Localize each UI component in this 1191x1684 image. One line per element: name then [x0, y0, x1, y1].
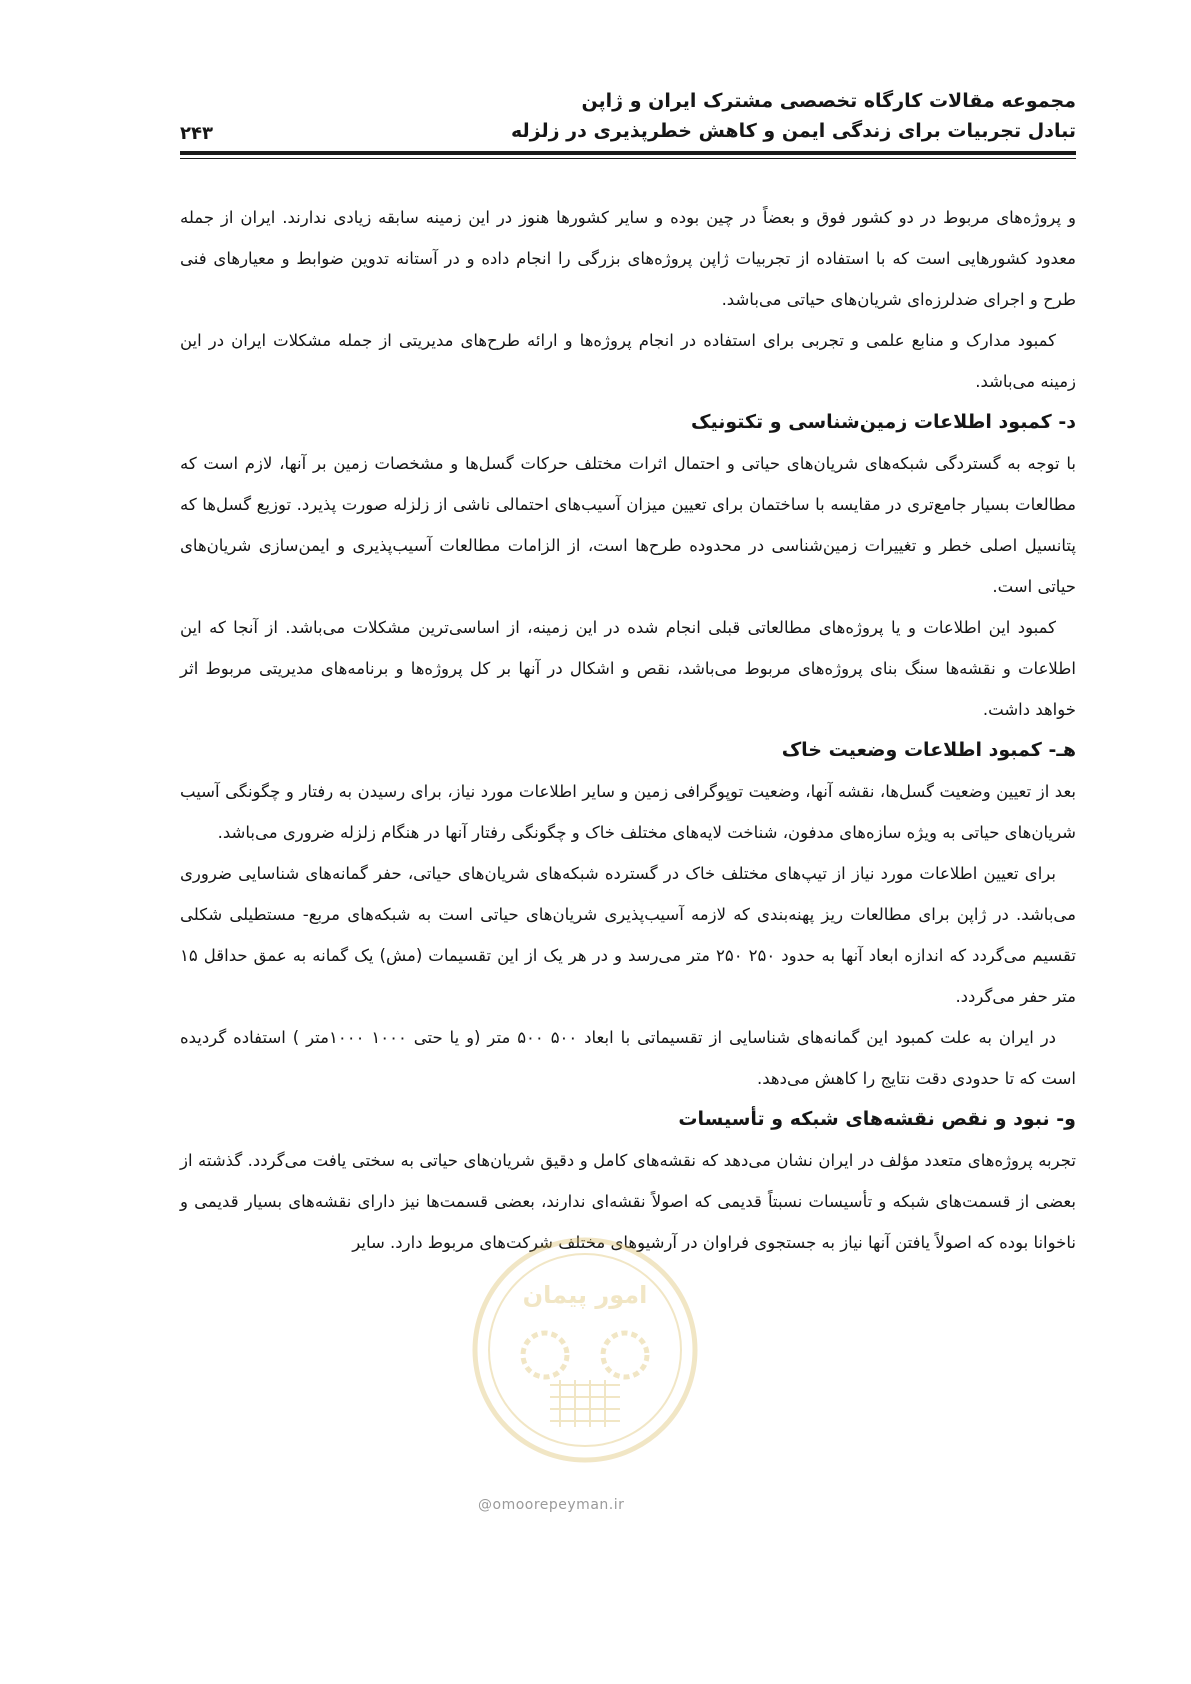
paragraph-5: بعد از تعیین وضعیت گسل‌ها، نقشه آنها، وضعیت توپوگرافی زمین و سایر اطلاعات مورد نیاز، برای رسیدن به رفتار و چگونگی آسیب شریان‌های حیاتی به ویژه سازه‌های مدفون، شناخت لایه‌های مختلف خاک و چگونگی رفتار آنها در هنگام زلزله ضروری می‌باشد. — [180, 782, 1076, 842]
section-heading-d: د- کمبود اطلاعات زمین‌شناسی و تکتونیک — [690, 411, 1076, 433]
header-rule-thin — [180, 158, 1076, 159]
header-title-line1: مجموعه مقالات کارگاه تخصصی مشترک ایران و ژاپن — [581, 90, 1076, 112]
seal-text: امور پیمان — [522, 1281, 648, 1309]
header-rule-thick — [180, 151, 1076, 155]
page-header — [180, 86, 1076, 146]
paragraph-1: و پروژه‌های مربوط در دو کشور فوق و بعضاً در چین بوده و سایر کشورها هنوز در این زمینه سابقه زیادی ندارند. ایران از جمله معدود کشورهایی است که با استفاده از تجربیات ژاپن پروژه‌های بزرگی را انجام داده و در آستانه تدوین ضوابط و معیارهای فنی طرح و اجرای ضدلرزه‌ای شریان‌های حیاتی می‌باشد. — [180, 208, 1076, 309]
paragraph-2: کمبود مدارک و منابع علمی و تجربی برای استفاده در انجام پروژه‌ها و ارائه طرح‌های مدیریتی از جمله مشکلات ایران در این زمینه می‌باشد. — [180, 331, 1076, 391]
page-number: ۲۴۳ — [180, 123, 213, 144]
header-title-line2: تبادل تجربیات برای زندگی ایمن و کاهش خطرپذیری در زلزله — [511, 120, 1076, 142]
watermark-text: @omoorepeyman.ir — [478, 1497, 625, 1513]
paragraph-4: کمبود این اطلاعات و یا پروژه‌های مطالعاتی قبلی انجام شده در این زمینه، از اساسی‌ترین مشکلات می‌باشد. از آنجا که این اطلاعات و نقشه‌ها سنگ بنای پروژه‌های مربوط می‌باشد، نقص و اشکال در آنها بر کل پروژه‌ها و برنامه‌های مدیریتی مربوط اثر خواهد داشت. — [180, 618, 1076, 719]
seal-watermark-icon — [470, 1235, 700, 1465]
page-body — [180, 197, 1076, 1263]
paragraph-8: تجربه پروژه‌های متعدد مؤلف در ایران نشان می‌دهد که نقشه‌های کامل و دقیق شریان‌های حیاتی به سختی یافت می‌گردد. گذشته از بعضی از قسمت‌های شبکه و تأسیسات نسبتاً قدیمی که اصولاً نقشه‌ای ندارند، بعضی قسمت‌ها نیز دارای نقشه‌های بسیار قدیمی و ناخوانا بوده که اصولاً یافتن آنها نیاز به جستجوی فراوان در آرشیوهای مختلف شرکت‌های مربوط دارد. سایر — [180, 1151, 1076, 1252]
paragraph-3: با توجه به گستردگی شبکه‌های شریان‌های حیاتی و احتمال اثرات مختلف حرکات گسل‌ها و مشخصات زمین بر آنها، لازم است که مطالعات بسیار جامع‌تری در مقایسه با ساختمان برای تعیین میزان آسیب‌های احتمالی ناشی از زلزله صورت پذیرد. توزیع گسل‌ها که پتانسیل اصلی خطر و تغییرات زمین‌شناسی در محدوده طرح‌ها است، از الزامات مطالعات آسیب‌پذیری و ایمن‌سازی شریان‌های حیاتی است. — [180, 454, 1076, 596]
section-heading-he: هـ- کمبود اطلاعات وضعیت خاک — [781, 739, 1076, 761]
section-heading-v: و- نبود و نقص نقشه‌های شبکه و تأسیسات — [678, 1108, 1076, 1130]
paragraph-6: برای تعیین اطلاعات مورد نیاز از تیپ‌های مختلف خاک در گسترده شبکه‌های شریان‌های حیاتی، حفر گمانه‌های شناسایی ضروری می‌باشد. در ژاپن برای مطالعات ریز پهنه‌بندی که لازمه آسیب‌پذیری شریان‌های حیاتی است به شبکه‌های مربع- مستطیلی شکلی تقسیم می‌گردد که اندازه ابعاد آنها به حدود ۲۵۰ ۲۵۰ متر می‌رسد و در هر یک از این تقسیمات (مش) یک گمانه به عمق حداقل ۱۵ متر حفر می‌گردد. — [180, 864, 1076, 1006]
paragraph-7: در ایران به علت کمبود این گمانه‌های شناسایی از تقسیماتی با ابعاد ۵۰۰ ۵۰۰ متر (و یا حتی ۱۰۰۰ ۱۰۰۰متر ) استفاده گردیده است که تا حدودی دقت نتایج را کاهش می‌دهد. — [180, 1028, 1076, 1088]
